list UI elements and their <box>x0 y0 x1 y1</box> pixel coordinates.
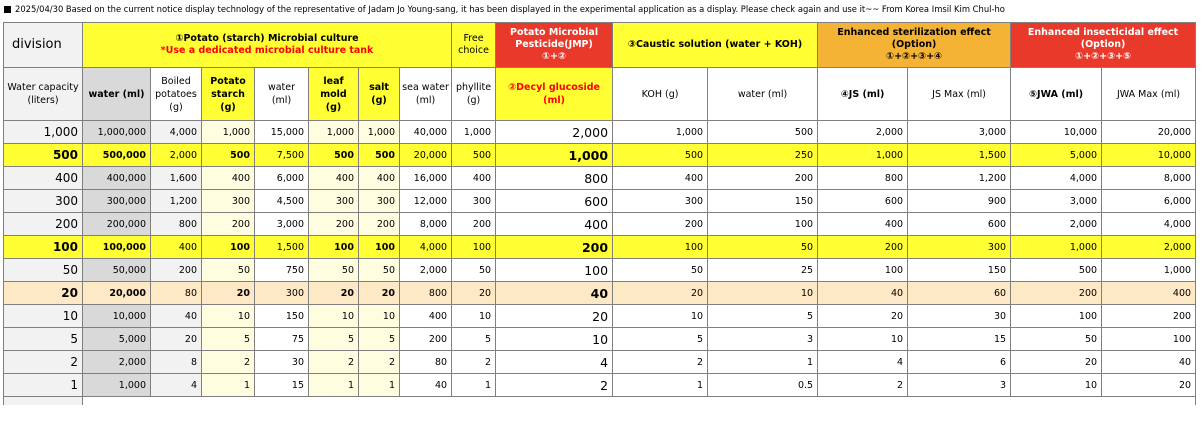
table-cell: 5 <box>202 328 255 351</box>
table-cell: 400 <box>496 213 613 236</box>
table-cell: 1 <box>202 374 255 397</box>
capacity-cell: 2 <box>4 351 83 374</box>
free-choice-header: Free choice <box>452 23 496 68</box>
table-cell: 100 <box>452 236 496 259</box>
sterilization-formula: ①+②+③+④ <box>886 51 943 62</box>
table-cell: 4,000 <box>400 236 452 259</box>
table-row <box>4 236 1196 259</box>
culture-title: ①Potato (starch) Microbial culture <box>175 33 359 44</box>
table-cell: 600 <box>496 190 613 213</box>
table-cell: 10 <box>708 282 818 305</box>
table-cell: 500 <box>1011 259 1102 282</box>
table-cell: 50 <box>1011 328 1102 351</box>
table-cell: 50 <box>309 259 359 282</box>
notice-text: 2025/04/30 Based on the current notice display technology of the representative of Jadam Jo Young-sang, it has been displayed in the experimental application as a display. Please check again and use it~~ From Korea Imsil Kim Chul-ho <box>15 4 1005 14</box>
table-cell: 100 <box>708 213 818 236</box>
table-cell: 600 <box>818 190 908 213</box>
col-water-ml-3: water (ml) <box>708 68 818 121</box>
table-cell: 10 <box>309 305 359 328</box>
insecticidal-option: (Option) <box>1080 39 1126 50</box>
table-cell: 30 <box>255 351 309 374</box>
table-cell: 2 <box>202 351 255 374</box>
table-row <box>4 144 1196 167</box>
table-cell: 50 <box>708 236 818 259</box>
insecticidal-header <box>1011 23 1196 68</box>
table-cell: 250 <box>708 144 818 167</box>
table-cell: 50 <box>613 259 708 282</box>
table-cell: 40 <box>151 305 202 328</box>
capacity-cell: 10 <box>4 305 83 328</box>
table-cell: 200 <box>613 213 708 236</box>
capacity-cell: 50 <box>4 259 83 282</box>
table-cell: 3 <box>708 328 818 351</box>
table-cell: 600 <box>908 213 1011 236</box>
table-cell: 25 <box>708 259 818 282</box>
capacity-cell: 20 <box>4 282 83 305</box>
caustic-header: ③Caustic solution (water + KOH) <box>613 23 818 68</box>
table-cell: 900 <box>908 190 1011 213</box>
table-cell: 1,000,000 <box>83 121 151 144</box>
table-cell: 1,500 <box>908 144 1011 167</box>
table-cell: 100 <box>613 236 708 259</box>
table-cell: 200 <box>1102 305 1196 328</box>
table-cell: 40 <box>1102 351 1196 374</box>
table-cell: 15,000 <box>255 121 309 144</box>
table-cell: 400 <box>613 167 708 190</box>
table-cell: 20,000 <box>400 144 452 167</box>
table-cell: 150 <box>708 190 818 213</box>
culture-subtitle: *Use a dedicated microbial culture tank <box>160 45 374 56</box>
col-water-ml-2: water (ml) <box>255 68 309 121</box>
table-cell: 200,000 <box>83 213 151 236</box>
table-cell: 750 <box>255 259 309 282</box>
table-cell: 10 <box>818 328 908 351</box>
table-cell: 300 <box>255 282 309 305</box>
table-cell: 1,000 <box>1011 236 1102 259</box>
table-cell: 1,000 <box>202 121 255 144</box>
table-cell: 2,000 <box>1102 236 1196 259</box>
capacity-cell: 1 <box>4 374 83 397</box>
table-cell: 300 <box>359 190 400 213</box>
table-cell: 100 <box>496 259 613 282</box>
notice-line <box>4 4 1005 14</box>
sterilization-option: (Option) <box>891 39 937 50</box>
table-cell: 1,000 <box>452 121 496 144</box>
capacity-cell: 200 <box>4 213 83 236</box>
table-cell: 150 <box>908 259 1011 282</box>
table-cell: 1,200 <box>908 167 1011 190</box>
table-cell: 1,000 <box>818 144 908 167</box>
pesticide-formula: ①+② <box>542 51 567 62</box>
table-cell: 1 <box>309 374 359 397</box>
table-cell: 400 <box>359 167 400 190</box>
table-cell: 800 <box>496 167 613 190</box>
table-cell: 1,000 <box>359 121 400 144</box>
table-cell: 400 <box>151 236 202 259</box>
square-bullet-icon <box>4 6 11 13</box>
table-cell: 2,000 <box>83 351 151 374</box>
table-cell: 400 <box>400 305 452 328</box>
col-water-capacity: Water capacity (liters) <box>4 68 83 121</box>
table-cell: 200 <box>496 236 613 259</box>
table-cell: 80 <box>400 351 452 374</box>
table-cell: 2,000 <box>496 121 613 144</box>
table-cell: 2 <box>359 351 400 374</box>
table-row <box>4 167 1196 190</box>
table-cell: 500 <box>359 144 400 167</box>
table-cell: 2 <box>818 374 908 397</box>
table-cell: 100 <box>818 259 908 282</box>
table-cell: 4,000 <box>1102 213 1196 236</box>
table-cell: 200 <box>202 213 255 236</box>
col-boiled-potatoes: Boiled potatoes (g) <box>151 68 202 121</box>
table-cell: 0.5 <box>708 374 818 397</box>
table-cell: 1,600 <box>151 167 202 190</box>
col-sea-water: sea water (ml) <box>400 68 452 121</box>
table-cell: 100 <box>1102 328 1196 351</box>
table-cell: 5 <box>309 328 359 351</box>
col-jwa-max: JWA Max (ml) <box>1102 68 1196 121</box>
table-cell: 500,000 <box>83 144 151 167</box>
table-cell: 300 <box>613 190 708 213</box>
table-cell: 50,000 <box>83 259 151 282</box>
division-header: division <box>4 23 83 68</box>
capacity-cell: 100 <box>4 236 83 259</box>
table-row <box>4 282 1196 305</box>
table-cell: 15 <box>908 328 1011 351</box>
table-cell: 10,000 <box>83 305 151 328</box>
pesticide-title: Potato Microbial Pesticide(JMP) <box>510 27 599 50</box>
table-cell: 5 <box>708 305 818 328</box>
table-cell: 6,000 <box>1102 190 1196 213</box>
table-body <box>4 121 1196 397</box>
table-cell: 40 <box>400 374 452 397</box>
culture-header <box>83 23 452 68</box>
table-cell: 10 <box>202 305 255 328</box>
insecticidal-title: Enhanced insecticidal effect <box>1027 27 1179 38</box>
table-cell: 4 <box>151 374 202 397</box>
table-cell: 400,000 <box>83 167 151 190</box>
table-cell: 1,500 <box>255 236 309 259</box>
table-cell: 1 <box>708 351 818 374</box>
table-cell: 100 <box>1011 305 1102 328</box>
table-cell: 200 <box>452 213 496 236</box>
table-cell: 200 <box>1011 282 1102 305</box>
recipe-table <box>3 22 1196 405</box>
table-cell: 3 <box>908 374 1011 397</box>
table-cell: 3,000 <box>255 213 309 236</box>
capacity-cell: 5 <box>4 328 83 351</box>
table-cell: 2 <box>496 374 613 397</box>
table-cell: 4,000 <box>151 121 202 144</box>
table-cell: 4,000 <box>1011 167 1102 190</box>
table-cell: 500 <box>452 144 496 167</box>
table-cell: 20 <box>359 282 400 305</box>
table-cell: 800 <box>818 167 908 190</box>
table-cell: 200 <box>818 236 908 259</box>
table-cell: 3,000 <box>908 121 1011 144</box>
col-decyl-glucoside: ②Decyl glucoside (ml) <box>496 68 613 121</box>
table-cell: 100 <box>202 236 255 259</box>
table-cell: 200 <box>400 328 452 351</box>
table-cell: 300 <box>309 190 359 213</box>
table-cell: 800 <box>151 213 202 236</box>
blank-row <box>4 397 1196 406</box>
table-cell: 8 <box>151 351 202 374</box>
table-cell: 300 <box>908 236 1011 259</box>
table-cell: 2 <box>452 351 496 374</box>
table-cell: 20 <box>452 282 496 305</box>
table-cell: 80 <box>151 282 202 305</box>
table-cell: 1,000 <box>613 121 708 144</box>
table-cell: 2,000 <box>1011 213 1102 236</box>
table-cell: 10,000 <box>1102 144 1196 167</box>
table-cell: 400 <box>202 167 255 190</box>
table-cell: 50 <box>452 259 496 282</box>
table-cell: 2 <box>309 351 359 374</box>
table-cell: 20 <box>1011 351 1102 374</box>
table-cell: 400 <box>309 167 359 190</box>
table-cell: 10 <box>1011 374 1102 397</box>
table-cell: 2,000 <box>400 259 452 282</box>
table-row <box>4 213 1196 236</box>
col-salt: salt (g) <box>359 68 400 121</box>
table-cell: 8,000 <box>400 213 452 236</box>
table-cell: 300 <box>452 190 496 213</box>
col-js: ④JS (ml) <box>818 68 908 121</box>
table-cell: 2,000 <box>151 144 202 167</box>
table-cell: 1,000 <box>1102 259 1196 282</box>
col-phyllite: phyllite (g) <box>452 68 496 121</box>
table-cell: 400 <box>1102 282 1196 305</box>
table-cell: 200 <box>708 167 818 190</box>
col-leaf-mold: leaf mold (g) <box>309 68 359 121</box>
table-cell: 10 <box>496 328 613 351</box>
table-cell: 20 <box>496 305 613 328</box>
table-row <box>4 121 1196 144</box>
table-cell: 100 <box>309 236 359 259</box>
table-cell: 20 <box>309 282 359 305</box>
table-cell: 5,000 <box>1011 144 1102 167</box>
col-water-ml: water (ml) <box>83 68 151 121</box>
capacity-cell: 300 <box>4 190 83 213</box>
table-row <box>4 190 1196 213</box>
table-cell: 6 <box>908 351 1011 374</box>
table-cell: 8,000 <box>1102 167 1196 190</box>
table-cell: 30 <box>908 305 1011 328</box>
sterilization-header <box>818 23 1011 68</box>
table-cell: 500 <box>708 121 818 144</box>
table-cell: 100,000 <box>83 236 151 259</box>
table-cell: 20 <box>202 282 255 305</box>
table-cell: 3,000 <box>1011 190 1102 213</box>
insecticidal-formula: ①+②+③+⑤ <box>1075 51 1132 62</box>
table-cell: 20 <box>1102 374 1196 397</box>
table-cell: 7,500 <box>255 144 309 167</box>
table-cell: 20 <box>613 282 708 305</box>
table-cell: 10 <box>359 305 400 328</box>
capacity-cell: 400 <box>4 167 83 190</box>
table-cell: 15 <box>255 374 309 397</box>
capacity-cell: 1,000 <box>4 121 83 144</box>
sterilization-title: Enhanced sterilization effect <box>837 27 991 38</box>
table-cell: 10 <box>452 305 496 328</box>
table-cell: 16,000 <box>400 167 452 190</box>
table-cell: 1 <box>613 374 708 397</box>
table-cell: 50 <box>359 259 400 282</box>
table-cell: 1 <box>359 374 400 397</box>
table-row <box>4 351 1196 374</box>
table-cell: 400 <box>452 167 496 190</box>
pesticide-header <box>496 23 613 68</box>
table-cell: 20,000 <box>1102 121 1196 144</box>
table-cell: 6,000 <box>255 167 309 190</box>
header-group-row <box>4 23 1196 68</box>
table-cell: 10,000 <box>1011 121 1102 144</box>
table-cell: 5,000 <box>83 328 151 351</box>
table-cell: 40 <box>496 282 613 305</box>
table-cell: 200 <box>151 259 202 282</box>
table-cell: 1 <box>452 374 496 397</box>
table-cell: 150 <box>255 305 309 328</box>
table-cell: 40,000 <box>400 121 452 144</box>
table-cell: 500 <box>309 144 359 167</box>
table-cell: 5 <box>359 328 400 351</box>
table-row <box>4 328 1196 351</box>
table-cell: 200 <box>359 213 400 236</box>
table-cell: 5 <box>452 328 496 351</box>
table-cell: 300,000 <box>83 190 151 213</box>
table-cell: 5 <box>613 328 708 351</box>
table-cell: 4 <box>818 351 908 374</box>
table-cell: 1,000 <box>309 121 359 144</box>
table-cell: 60 <box>908 282 1011 305</box>
capacity-cell: 500 <box>4 144 83 167</box>
table-cell: 40 <box>818 282 908 305</box>
table-cell: 300 <box>202 190 255 213</box>
table-row <box>4 374 1196 397</box>
table-cell: 1,000 <box>496 144 613 167</box>
table-cell: 1,200 <box>151 190 202 213</box>
table-row <box>4 259 1196 282</box>
table-cell: 20 <box>151 328 202 351</box>
header-column-row <box>4 68 1196 121</box>
table-cell: 50 <box>202 259 255 282</box>
table-cell: 1,000 <box>83 374 151 397</box>
col-jwa: ⑤JWA (ml) <box>1011 68 1102 121</box>
table-cell: 500 <box>613 144 708 167</box>
table-cell: 400 <box>818 213 908 236</box>
col-koh: KOH (g) <box>613 68 708 121</box>
table-cell: 20 <box>818 305 908 328</box>
table-cell: 500 <box>202 144 255 167</box>
table-cell: 4 <box>496 351 613 374</box>
table-cell: 100 <box>359 236 400 259</box>
col-potato-starch: Potato starch (g) <box>202 68 255 121</box>
table-cell: 10 <box>613 305 708 328</box>
table-cell: 200 <box>309 213 359 236</box>
table-cell: 2,000 <box>818 121 908 144</box>
table-row <box>4 305 1196 328</box>
table-cell: 4,500 <box>255 190 309 213</box>
table-cell: 12,000 <box>400 190 452 213</box>
table-cell: 75 <box>255 328 309 351</box>
col-js-max: JS Max (ml) <box>908 68 1011 121</box>
table-cell: 800 <box>400 282 452 305</box>
table-cell: 20,000 <box>83 282 151 305</box>
table-cell: 2 <box>613 351 708 374</box>
